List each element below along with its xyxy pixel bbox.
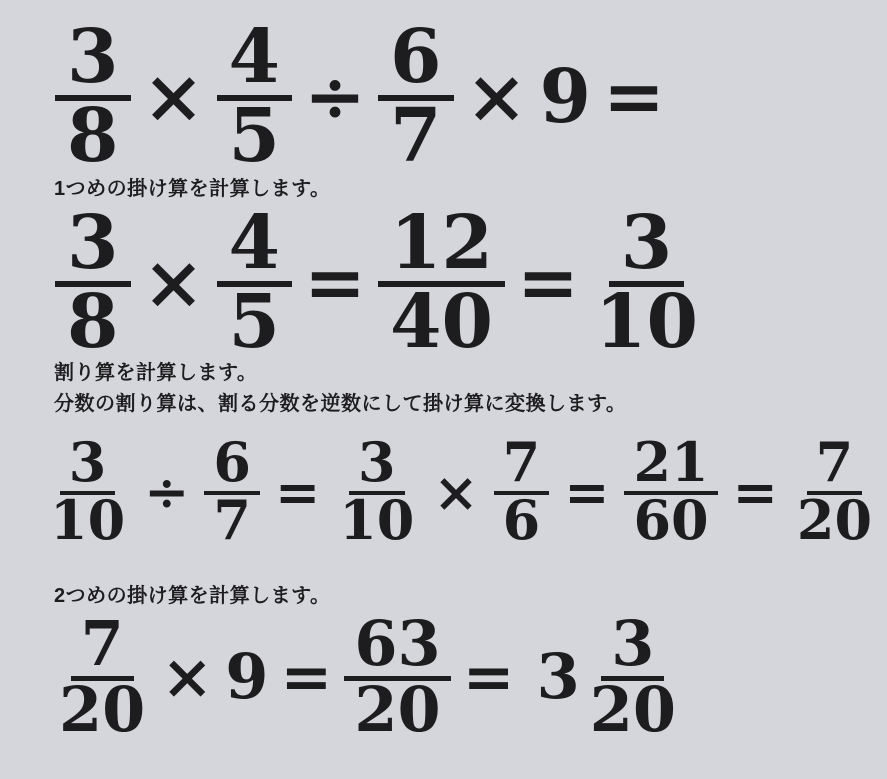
fraction-numerator: 3	[55, 26, 131, 101]
whole-number: 9	[225, 640, 269, 714]
fraction	[793, 430, 876, 552]
fraction	[586, 607, 680, 746]
fraction-denominator: 20	[59, 672, 146, 746]
fraction	[591, 200, 702, 365]
step3-equation	[55, 607, 680, 746]
fraction-denominator: 5	[228, 278, 281, 365]
fraction-denominator: 10	[339, 487, 415, 552]
fraction-denominator: 10	[50, 487, 126, 552]
problem-equation	[55, 14, 677, 179]
fraction-denominator: 60	[633, 487, 709, 552]
fraction-denominator: 8	[67, 278, 119, 365]
fraction-numerator: 3	[60, 440, 116, 495]
fraction	[217, 200, 293, 365]
step1-label: 1つめの掛け算を計算します。	[54, 178, 331, 200]
fraction	[204, 430, 260, 552]
divide-operator: ÷	[144, 459, 190, 524]
fraction-numerator: 6	[204, 440, 260, 495]
fraction-numerator: 63	[344, 618, 450, 681]
times-operator: ×	[142, 53, 205, 140]
equals-operator: =	[462, 640, 515, 714]
step2-label-line2: 分数の割り算は、割る分数を逆数にして掛け算に変換します。	[54, 393, 627, 415]
equals-operator: =	[603, 53, 666, 140]
times-operator: ×	[142, 239, 205, 326]
fraction-numerator: 7	[71, 618, 134, 681]
fraction-numerator: 3	[609, 212, 685, 287]
fraction-denominator: 7	[213, 487, 251, 552]
times-operator: ×	[161, 640, 214, 714]
fraction-numerator: 6	[378, 26, 454, 101]
fraction-numerator: 7	[807, 440, 863, 495]
fraction-denominator: 6	[502, 487, 541, 552]
times-operator: ×	[433, 459, 479, 524]
fraction-numerator: 3	[55, 212, 131, 287]
equals-operator: =	[304, 239, 367, 326]
fraction-denominator: 5	[228, 92, 281, 179]
equals-operator: =	[274, 459, 321, 524]
step2-label-line1: 割り算を計算します。	[54, 362, 258, 384]
mixed-number-whole: 3	[536, 640, 580, 714]
fraction	[46, 430, 129, 552]
fraction	[55, 200, 131, 365]
fraction	[344, 607, 450, 746]
fraction-denominator: 7	[390, 92, 442, 179]
times-operator: ×	[465, 53, 528, 140]
fraction-numerator: 4	[217, 212, 293, 287]
fraction	[55, 14, 131, 179]
fraction-denominator: 20	[589, 672, 676, 746]
fraction-denominator: 20	[354, 672, 441, 746]
fraction-denominator: 40	[390, 278, 494, 365]
step1-equation	[55, 200, 702, 365]
fraction	[55, 607, 149, 746]
whole-number: 9	[539, 53, 592, 140]
fraction	[378, 200, 505, 365]
fraction-numerator: 7	[494, 440, 550, 495]
equals-operator: =	[280, 640, 333, 714]
fraction-numerator: 21	[624, 440, 717, 495]
fraction-denominator: 20	[796, 487, 873, 552]
fraction-numerator: 3	[349, 440, 405, 495]
equals-operator: =	[732, 459, 778, 524]
fraction	[494, 430, 550, 552]
fraction	[378, 14, 454, 179]
fraction-denominator: 10	[595, 278, 699, 365]
step2-equation	[46, 430, 876, 552]
divide-operator: ÷	[304, 53, 367, 140]
fraction	[335, 430, 418, 552]
fraction-numerator: 4	[217, 26, 293, 101]
fraction	[624, 430, 717, 552]
fraction-numerator: 12	[378, 212, 505, 287]
equals-operator: =	[564, 459, 610, 524]
step3-label: 2つめの掛け算を計算します。	[54, 585, 331, 607]
equals-operator: =	[517, 239, 580, 326]
fraction-denominator: 8	[67, 92, 119, 179]
fraction-numerator: 3	[601, 618, 664, 681]
fraction	[217, 14, 293, 179]
